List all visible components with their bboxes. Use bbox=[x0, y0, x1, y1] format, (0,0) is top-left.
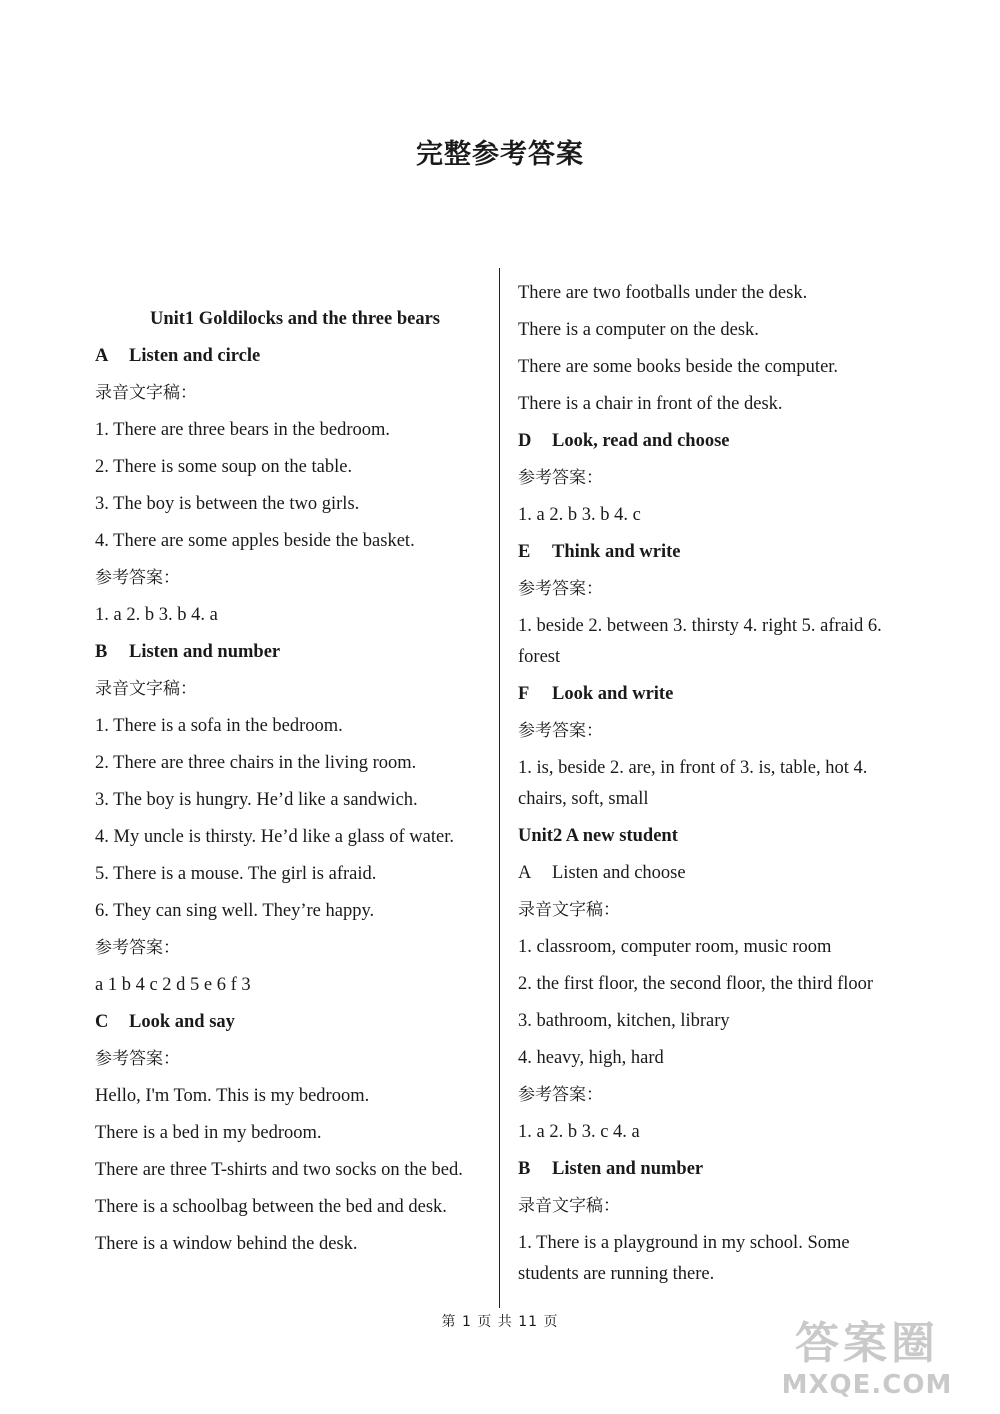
text-line: 1. There are three bears in the bedroom. bbox=[95, 420, 391, 440]
text-line: 4. heavy, high, hard bbox=[518, 1048, 664, 1068]
section-heading bbox=[95, 1004, 485, 1041]
text-line: 5. There is a mouse. The girl is afraid. bbox=[95, 864, 377, 884]
text-line: 3. The boy is between the two girls. bbox=[95, 494, 360, 514]
section-title: Listen and number bbox=[129, 642, 281, 662]
text-line: There is a bed in my bedroom. bbox=[95, 1123, 322, 1143]
section-title: Think and write bbox=[552, 542, 681, 562]
section-heading bbox=[518, 534, 908, 571]
unit-title: Unit2 A new student bbox=[518, 826, 678, 846]
unit-title: Unit1 Goldilocks and the three bears bbox=[149, 309, 441, 329]
text-line: a 1 b 4 c 2 d 5 e 6 f 3 bbox=[95, 975, 251, 995]
section-title: Listen and choose bbox=[552, 863, 686, 883]
text-line: 1. There is a playground in my school. Some students are running there. bbox=[518, 1233, 850, 1284]
section-title: Look and say bbox=[129, 1012, 235, 1032]
text-line: 1. classroom, computer room, music room bbox=[518, 937, 832, 957]
text-line: 2. the first floor, the second floor, the third floor bbox=[518, 974, 874, 994]
text-line: 4. There are some apples beside the basket. bbox=[95, 531, 415, 551]
text-line: 1. a 2. b 3. c 4. a bbox=[518, 1122, 640, 1142]
section-title: Listen and number bbox=[552, 1159, 704, 1179]
watermark-logo: 答案圈 bbox=[795, 1318, 939, 1369]
section-heading bbox=[518, 676, 908, 713]
label-line: 参考答案： bbox=[95, 1049, 180, 1069]
watermark bbox=[752, 1318, 982, 1408]
text-line: 6. They can sing well. They’re happy. bbox=[95, 901, 375, 921]
label-line: 参考答案： bbox=[518, 579, 603, 599]
watermark-url: MXQE.COM bbox=[781, 1370, 953, 1400]
text-line: There is a schoolbag between the bed and desk. bbox=[95, 1197, 447, 1217]
section-letter: B bbox=[518, 1159, 531, 1179]
text-line: There is a chair in front of the desk. bbox=[518, 394, 783, 414]
label-line: 参考答案： bbox=[518, 468, 603, 488]
section-letter: E bbox=[518, 542, 531, 562]
label-line: 参考答案： bbox=[95, 938, 180, 958]
section-letter: D bbox=[518, 431, 532, 451]
text-line: 1. There is a sofa in the bedroom. bbox=[95, 716, 343, 736]
label-line: 参考答案： bbox=[95, 568, 180, 588]
label-line: 录音文字稿： bbox=[95, 679, 197, 699]
section-heading bbox=[95, 634, 485, 671]
section-heading bbox=[518, 1151, 908, 1188]
text-line: 2. There is some soup on the table. bbox=[95, 457, 353, 477]
section-title: Listen and circle bbox=[129, 346, 261, 366]
label-line: 参考答案： bbox=[518, 1085, 603, 1105]
text-line: 3. bathroom, kitchen, library bbox=[518, 1011, 730, 1031]
text-line: 1. a 2. b 3. b 4. c bbox=[518, 505, 641, 525]
text-line: 1. is, beside 2. are, in front of 3. is, table, hot 4. chairs, soft, small bbox=[518, 758, 868, 809]
label-line: 录音文字稿： bbox=[95, 383, 197, 403]
section-title: Look and write bbox=[552, 684, 674, 704]
column-divider bbox=[499, 268, 500, 1308]
left-column bbox=[95, 301, 485, 1263]
label-line: 录音文字稿： bbox=[518, 1196, 620, 1216]
text-line: There are some books beside the computer. bbox=[518, 357, 839, 377]
text-line: There is a window behind the desk. bbox=[95, 1234, 358, 1254]
section-title: Look, read and choose bbox=[552, 431, 730, 451]
text-line: 3. The boy is hungry. He’d like a sandwich. bbox=[95, 790, 418, 810]
text-line: Hello, I'm Tom. This is my bedroom. bbox=[95, 1086, 370, 1106]
right-column bbox=[518, 275, 908, 1293]
text-line: 1. a 2. b 3. b 4. a bbox=[95, 605, 218, 625]
text-line: 4. My uncle is thirsty. He’d like a glass of water. bbox=[95, 827, 454, 847]
section-letter: C bbox=[95, 1012, 109, 1032]
text-line: 1. beside 2. between 3. thirsty 4. right 5. afraid 6. forest bbox=[518, 616, 882, 667]
text-line: There are three T-shirts and two socks on the bed. bbox=[95, 1160, 463, 1180]
section-letter: F bbox=[518, 684, 530, 704]
text-line: There is a computer on the desk. bbox=[518, 320, 759, 340]
text-line: 2. There are three chairs in the living room. bbox=[95, 753, 417, 773]
page-title: 完整参考答案 bbox=[416, 139, 584, 170]
section-heading bbox=[518, 855, 908, 892]
page-footer: 第 1 页 共 11 页 bbox=[441, 1314, 559, 1330]
section-letter: A bbox=[95, 346, 109, 366]
section-letter: A bbox=[518, 863, 532, 883]
section-heading bbox=[95, 338, 485, 375]
section-letter: B bbox=[95, 642, 108, 662]
label-line: 参考答案： bbox=[518, 721, 603, 741]
label-line: 录音文字稿： bbox=[518, 900, 620, 920]
section-heading bbox=[518, 423, 908, 460]
text-line: There are two footballs under the desk. bbox=[518, 283, 808, 303]
